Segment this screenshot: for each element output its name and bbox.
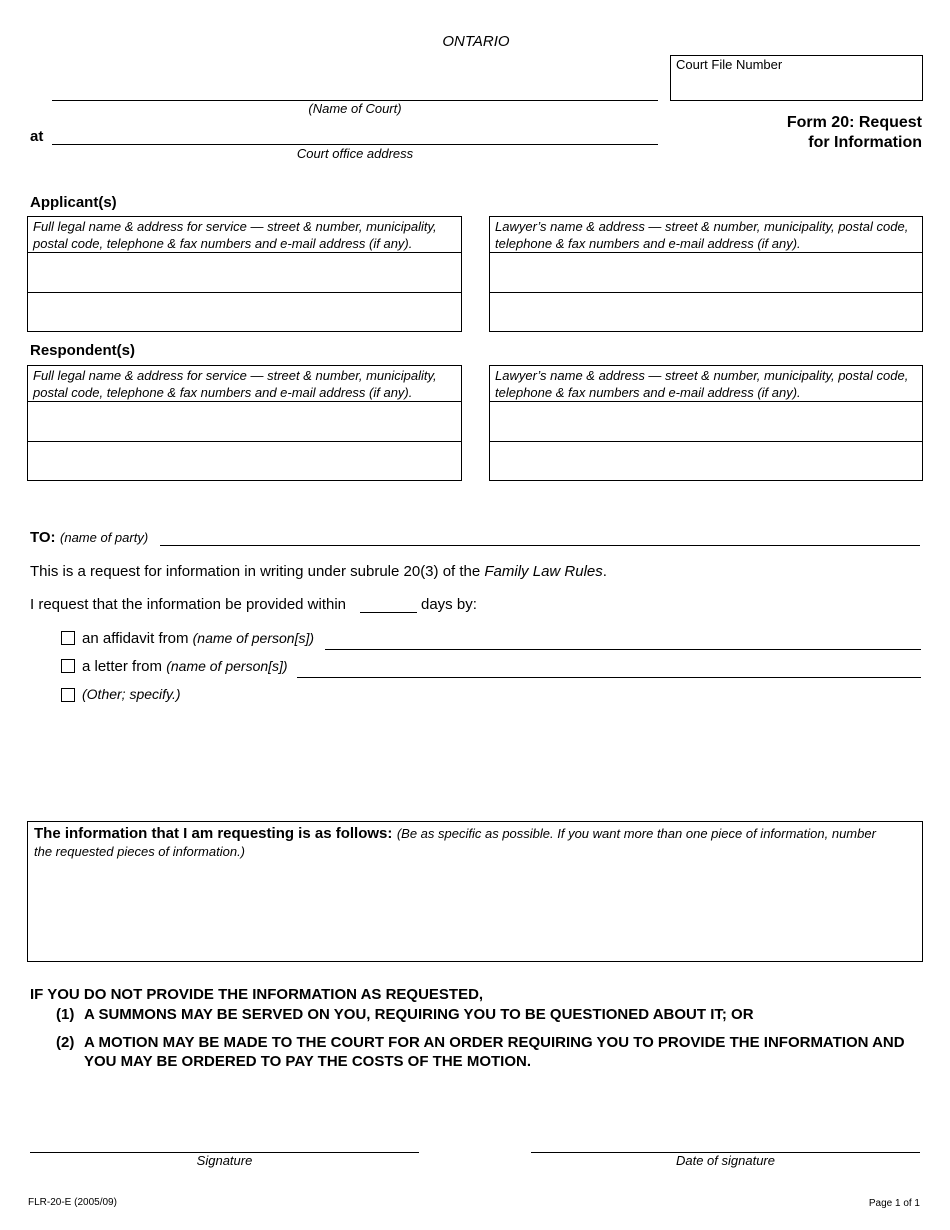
warning-heading: IF YOU DO NOT PROVIDE THE INFORMATION AS REQUESTED, <box>30 986 484 1003</box>
affidavit-hint: (name of person[s]) <box>192 630 315 646</box>
warning-item-2-num: (2) <box>56 1034 75 1051</box>
letter-option <box>82 658 288 675</box>
respondent-lawyer-address-field[interactable] <box>490 442 922 480</box>
information-request-text <box>34 825 882 861</box>
to-hint: (name of party) <box>60 530 149 545</box>
other-hint: (Other; specify.) <box>82 686 181 702</box>
court-file-number-field[interactable] <box>670 55 923 101</box>
applicant-lawyer-address-field[interactable] <box>490 293 922 331</box>
applicant-party-caption: Full legal name & address for service — street & number, municipality, postal code, telephone & fax numbers and e-mail address (if any). <box>33 219 437 251</box>
respondent-name-field[interactable] <box>28 402 461 441</box>
letter-hint: (name of person[s]) <box>166 658 288 674</box>
court-file-number-label: Court File Number <box>676 57 783 72</box>
request-period: . <box>602 563 607 580</box>
signature-caption: Signature <box>196 1153 253 1168</box>
letter-checkbox[interactable] <box>61 659 75 673</box>
respondent-lawyer-name-field[interactable] <box>490 402 922 441</box>
respondent-party-box <box>27 365 462 481</box>
letter-person-field[interactable] <box>297 677 921 678</box>
warning-item-2-text: A MOTION MAY BE MADE TO THE COURT FOR AN ORDER REQUIRING YOU TO PROVIDE THE INFORMATION AND YOU MAY BE ORDERED TO PAY THE COSTS OF THE MOTION. <box>84 1034 905 1070</box>
applicant-lawyer-name-field[interactable] <box>490 253 922 292</box>
court-office-address-field[interactable] <box>52 144 658 145</box>
days-by-label: days by: <box>421 596 477 613</box>
to-line-label <box>30 529 148 547</box>
form-code: FLR-20-E (2005/09) <box>28 1197 117 1208</box>
applicant-address-field[interactable] <box>28 293 461 331</box>
applicant-lawyer-caption: Lawyer’s name & address — street & number, municipality, postal code, telephone & fax numbers and e-mail address (if any). <box>495 219 909 251</box>
to-party-field[interactable] <box>160 545 920 546</box>
at-label: at <box>30 128 44 145</box>
respondent-party-caption: Full legal name & address for service — street & number, municipality, postal code, telephone & fax numbers and e-mail address (if any). <box>33 368 437 400</box>
other-checkbox[interactable] <box>61 688 75 702</box>
respondent-address-field[interactable] <box>28 442 461 480</box>
affidavit-checkbox[interactable] <box>61 631 75 645</box>
request-text: This is a request for information in writing under subrule 20(3) of the <box>30 563 485 580</box>
respondents-heading: Respondent(s) <box>30 342 135 359</box>
information-hint: (Be as specific as possible. If you want more than one piece of information, number the requested pieces of information.) <box>34 826 876 859</box>
applicant-name-field[interactable] <box>28 253 461 292</box>
applicant-party-box <box>27 216 462 332</box>
form-title-line1: Form 20: Request <box>786 114 922 131</box>
page-number: Page 1 of 1 <box>868 1198 920 1209</box>
respondent-lawyer-box <box>489 365 923 481</box>
information-request-box[interactable] <box>27 821 923 962</box>
applicant-lawyer-box <box>489 216 923 332</box>
to-label: TO: <box>30 529 56 546</box>
warning-item-1-text: A SUMMONS MAY BE SERVED ON YOU, REQUIRING YOU TO BE QUESTIONED ABOUT IT; OR <box>84 1006 754 1023</box>
request-statement <box>30 563 607 580</box>
affidavit-label: an affidavit from <box>82 630 189 647</box>
form-title-line2: for Information <box>808 134 922 151</box>
family-law-rules: Family Law Rules <box>484 563 603 580</box>
letter-label: a letter from <box>82 658 163 675</box>
within-label: I request that the information be provided within <box>30 596 347 613</box>
province-label: ONTARIO <box>442 33 510 50</box>
information-lead: The information that I am requesting is as follows: <box>34 825 393 842</box>
warning-item-1-num: (1) <box>56 1006 75 1023</box>
affidavit-person-field[interactable] <box>325 649 921 650</box>
court-office-caption: Court office address <box>296 146 414 161</box>
date-caption: Date of signature <box>675 1153 775 1168</box>
applicants-heading: Applicant(s) <box>30 194 117 211</box>
court-name-caption: (Name of Court) <box>308 101 402 116</box>
respondent-lawyer-caption: Lawyer’s name & address — street & number, municipality, postal code, telephone & fax numbers and e-mail address (if any). <box>495 368 909 400</box>
affidavit-option <box>82 630 314 647</box>
form-title <box>700 113 922 153</box>
days-field[interactable] <box>360 612 417 613</box>
